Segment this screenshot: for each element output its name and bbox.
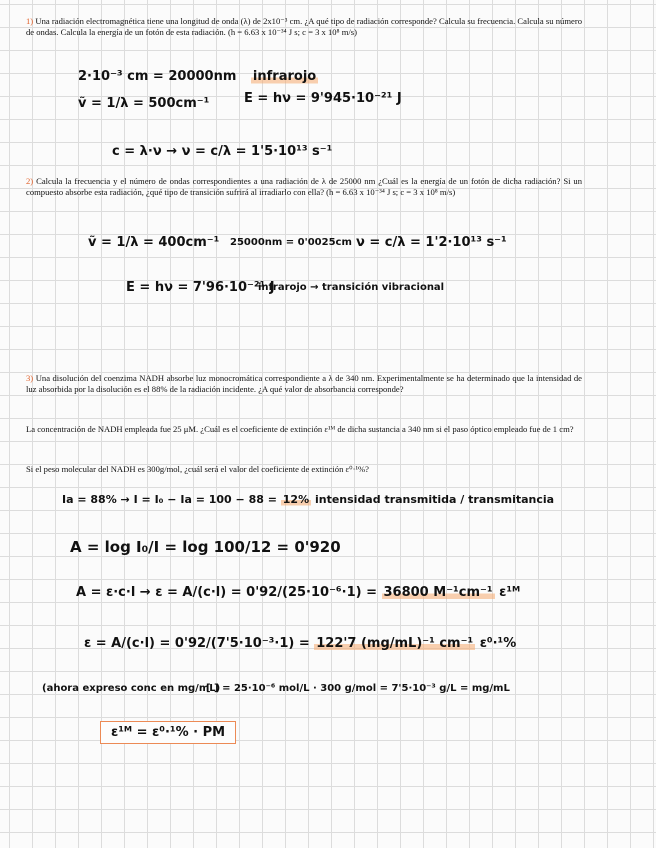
q3-transmittance-note: intensidad transmitida / transmitancia bbox=[314, 493, 555, 506]
question-2 bbox=[26, 176, 582, 198]
question-2-text: Calcula la frecuencia y el número de ondas correspondientes a una radiación de λ de 25000 nm ¿Cuál es la energía de un fotón de dicha radiación? Si un compuesto absorbe esta radiación, ¿qué tipo de transición sufrirá al irradiarlo con ella? (h = 6.63 x 10⁻³⁴ J s; c = 3 x 10⁸ m/s) bbox=[26, 176, 583, 197]
q2-work-energy: E = hν = 7'96·10⁻²¹ J bbox=[126, 280, 275, 295]
q3-transmittance-result: 12% bbox=[282, 493, 310, 506]
q2-work-note: infrarojo → transición vibracional bbox=[258, 282, 445, 293]
q2-work-wavenumber: ṽ = 1/λ = 400cm⁻¹ bbox=[88, 235, 220, 250]
question-2-number: 2) bbox=[26, 176, 34, 186]
q3-transmittance-calc: Ia = 88% → I = I₀ − Ia = 100 − 88 = bbox=[62, 493, 277, 506]
q1-conversion: 2·10⁻³ cm = 20000nm bbox=[78, 69, 237, 84]
question-3 bbox=[26, 373, 582, 395]
q3-final-relation-box bbox=[100, 721, 236, 744]
q3-work-conc-conversion: [ ] = 25·10⁻⁶ mol/L · 300 g/mol = 7'5·10⁻³ g/L = mg/mL bbox=[206, 683, 510, 694]
q2-work-frequency: ν = c/λ = 1'2·10¹³ s⁻¹ bbox=[356, 235, 507, 250]
q3-molar-calc: A = ε·c·l → ε = A/(c·l) = 0'92/(25·10⁻⁶·1) = bbox=[76, 585, 377, 600]
q3-work-molar-extinction bbox=[76, 586, 520, 599]
q3-percent-calc: ε = A/(c·l) = 0'92/(7'5·10⁻³·1) = bbox=[84, 636, 310, 651]
q3-final-relation: ε¹ᴹ = ε⁰·¹% · PM bbox=[111, 725, 226, 740]
question-1-number: 1) bbox=[26, 16, 34, 26]
q3-percent-result: 122'7 (mg/mL)⁻¹ cm⁻¹ bbox=[316, 636, 474, 651]
question-1-text: Una radiación electromagnética tiene una longitud de onda (λ) de 2x10⁻³ cm. ¿A qué tipo de radiación corresponde? Calcula su frecuencia. Calcula su número de ondas. Calcula la energía de un fotón de esta radiación. (h = 6.63 x 10⁻³⁴ J s; c = 3 x 10⁸ m/s) bbox=[26, 16, 582, 37]
q2-work-conversion: 25000nm = 0'0025cm bbox=[230, 237, 352, 248]
q1-infrared-note: infrarojo bbox=[252, 69, 317, 84]
q3-work-conc-note: (ahora expreso conc en mg/mL) bbox=[42, 683, 221, 694]
q3-molar-result: 36800 M⁻¹cm⁻¹ bbox=[383, 585, 493, 600]
q1-work-frequency: c = λ·ν → ν = c/λ = 1'5·10¹³ s⁻¹ bbox=[112, 144, 333, 159]
question-3-part-2: La concentración de NADH empleada fue 25 μM. ¿Cuál es el coeficiente de extinción ε¹ᴹ de dicha sustancia a 340 nm si el paso óptico empleado fue de 1 cm? bbox=[26, 424, 574, 434]
q3-work-percent-extinction bbox=[84, 637, 516, 650]
question-3-text: Una disolución del coenzima NADH absorbe luz monocromática correspondiente a λ de 340 nm. Experimentalmente se ha determinado que la intensidad de luz absorbida por la disolución es el 88% de la radiación incidente. ¿A qué valor de absorbancia corresponde? bbox=[26, 373, 582, 394]
q3-percent-symbol: ε⁰·¹% bbox=[479, 636, 517, 651]
q3-molar-symbol: ε¹ᴹ bbox=[499, 585, 521, 600]
question-1 bbox=[26, 16, 582, 38]
q1-work-wavenumber: ṽ = 1/λ = 500cm⁻¹ bbox=[78, 96, 210, 111]
q1-work-conversion bbox=[78, 70, 318, 83]
question-3-part-3: Si el peso molecular del NADH es 300g/mol, ¿cuál será el valor del coeficiente de extinción ε⁰·¹%? bbox=[26, 464, 369, 474]
q3-work-absorbance: A = log I₀/I = log 100/12 = 0'920 bbox=[70, 538, 341, 556]
question-3-number: 3) bbox=[26, 373, 34, 383]
q1-work-energy: E = hν = 9'945·10⁻²¹ J bbox=[244, 91, 402, 106]
q3-work-transmittance bbox=[62, 494, 554, 505]
